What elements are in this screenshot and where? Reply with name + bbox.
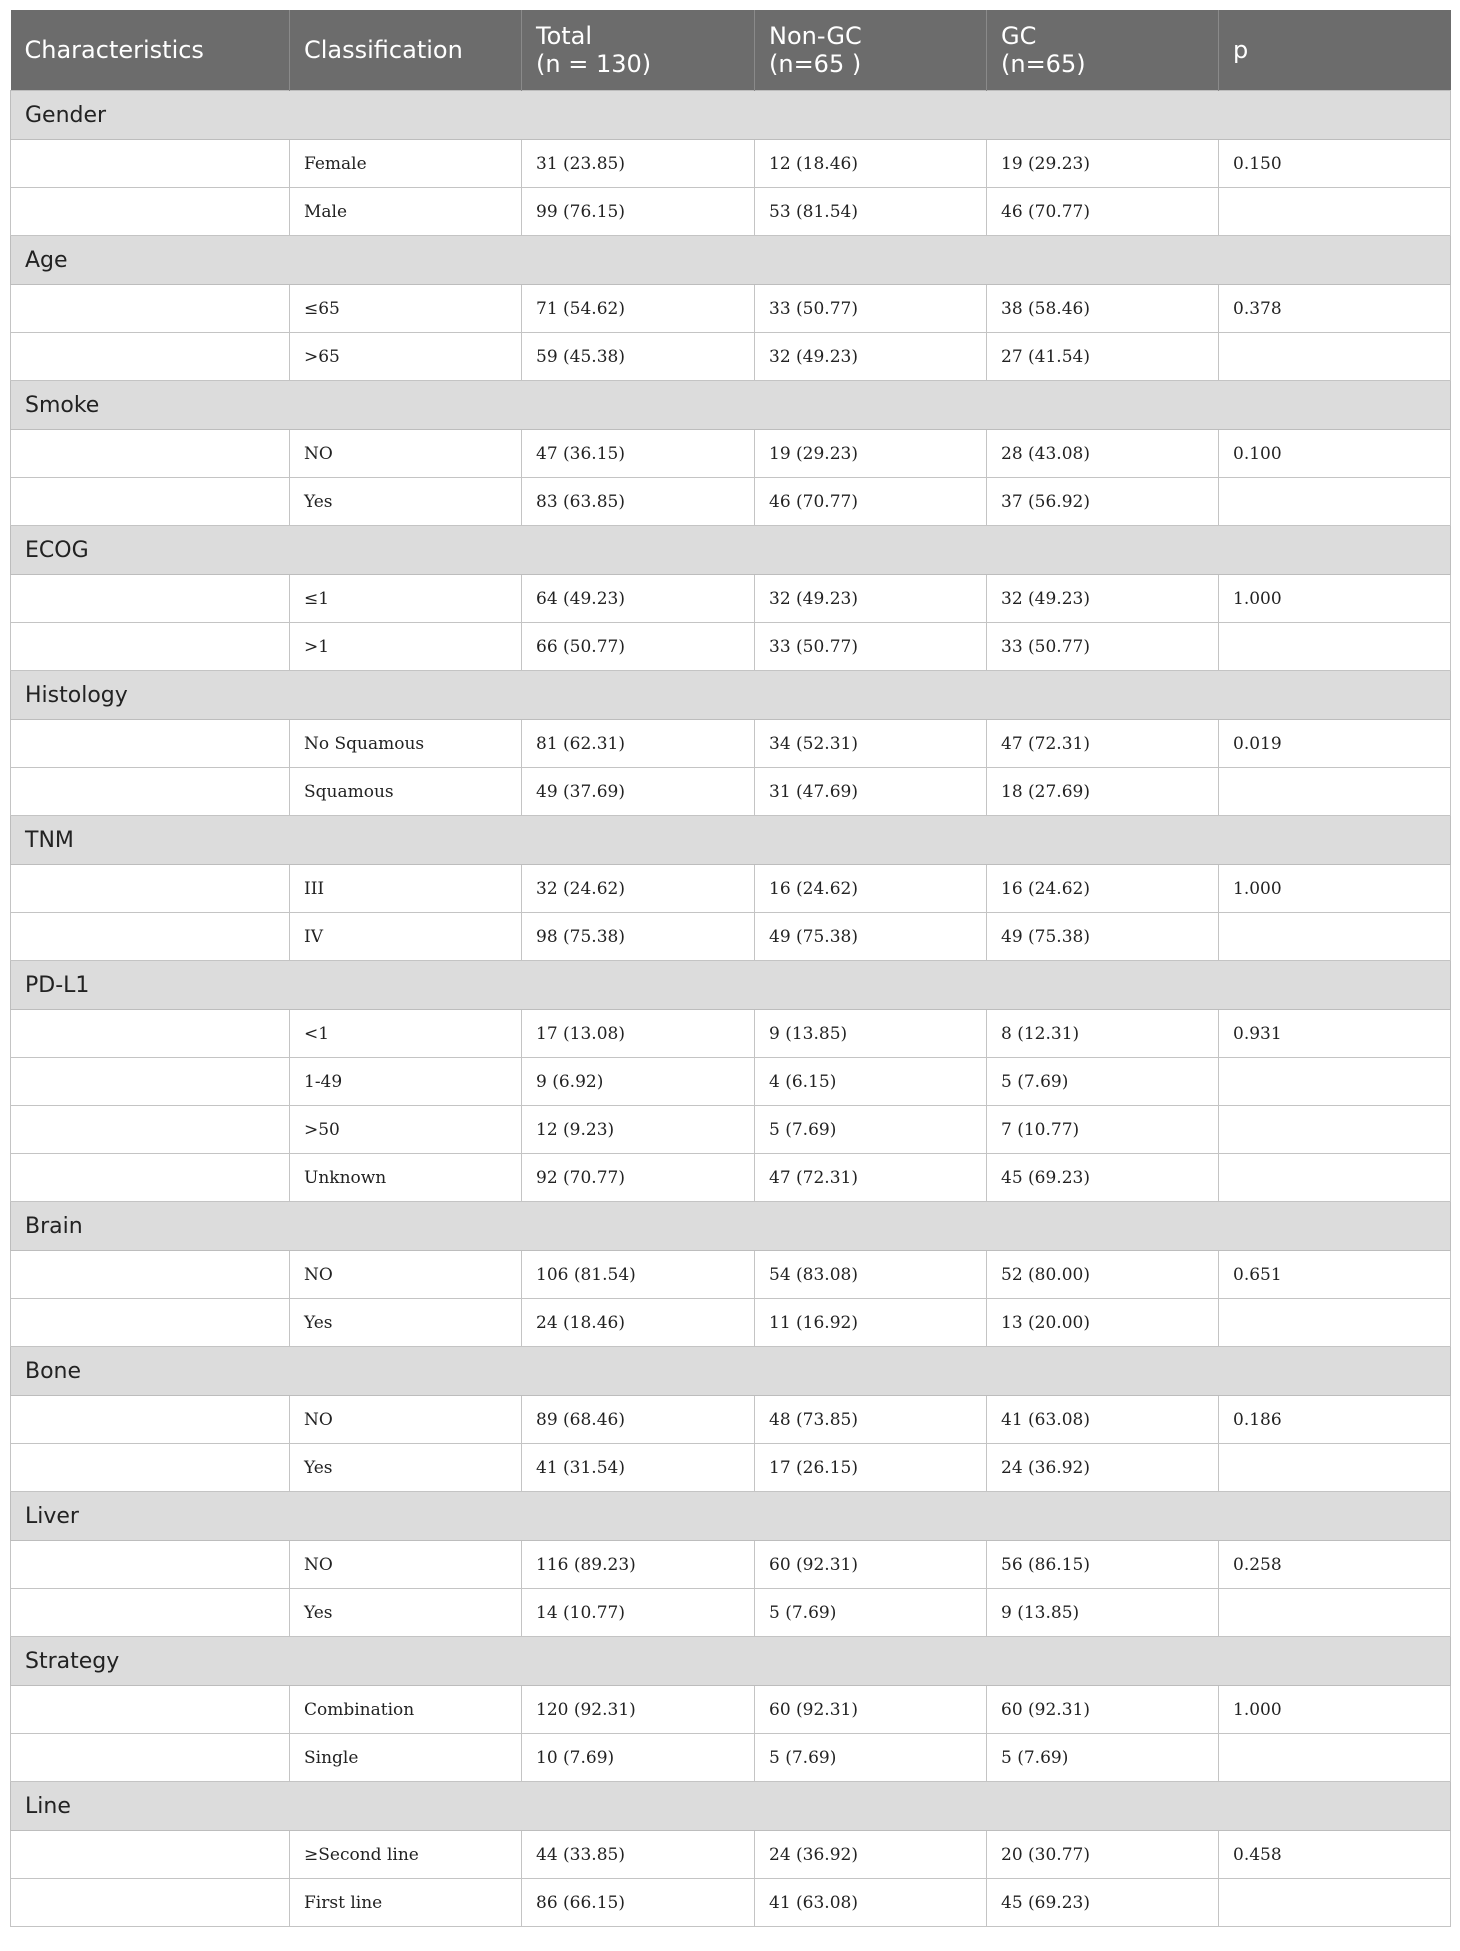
cell-gc: 32 (49.23) bbox=[987, 575, 1219, 623]
cell-gc: 38 (58.46) bbox=[987, 285, 1219, 333]
cell-total: 41 (31.54) bbox=[522, 1444, 755, 1492]
cell-total: 10 (7.69) bbox=[522, 1734, 755, 1782]
cell-cls: ≤65 bbox=[290, 285, 522, 333]
cell-p bbox=[1219, 1444, 1451, 1492]
cell-nongc: 5 (7.69) bbox=[755, 1589, 987, 1637]
cell-total: 9 (6.92) bbox=[522, 1058, 755, 1106]
table-row bbox=[11, 1154, 1451, 1202]
table-row bbox=[11, 1444, 1451, 1492]
cell-total: 24 (18.46) bbox=[522, 1299, 755, 1347]
cell-cls: Yes bbox=[290, 478, 522, 526]
cell-gc: 33 (50.77) bbox=[987, 623, 1219, 671]
cell-cls: III bbox=[290, 865, 522, 913]
cell-p: 1.000 bbox=[1219, 1686, 1451, 1734]
cell-nongc: 5 (7.69) bbox=[755, 1734, 987, 1782]
cell-nongc: 24 (36.92) bbox=[755, 1831, 987, 1879]
group-row bbox=[11, 91, 1451, 140]
characteristic-cell bbox=[11, 913, 290, 961]
cell-cls: 1-49 bbox=[290, 1058, 522, 1106]
group-row bbox=[11, 816, 1451, 865]
group-label: Histology bbox=[11, 671, 1451, 720]
cell-gc: 5 (7.69) bbox=[987, 1058, 1219, 1106]
cell-nongc: 9 (13.85) bbox=[755, 1010, 987, 1058]
cell-cls: NO bbox=[290, 1396, 522, 1444]
characteristic-cell bbox=[11, 140, 290, 188]
cell-p bbox=[1219, 1106, 1451, 1154]
cell-cls: NO bbox=[290, 1251, 522, 1299]
group-label: Gender bbox=[11, 91, 1451, 140]
cell-gc: 28 (43.08) bbox=[987, 430, 1219, 478]
cell-p: 0.150 bbox=[1219, 140, 1451, 188]
cell-nongc: 54 (83.08) bbox=[755, 1251, 987, 1299]
cell-cls: Male bbox=[290, 188, 522, 236]
header-classification: Classification bbox=[290, 10, 522, 91]
cell-cls: No Squamous bbox=[290, 720, 522, 768]
characteristic-cell bbox=[11, 1154, 290, 1202]
cell-total: 98 (75.38) bbox=[522, 913, 755, 961]
group-label: ECOG bbox=[11, 526, 1451, 575]
characteristic-cell bbox=[11, 768, 290, 816]
table-row bbox=[11, 1831, 1451, 1879]
cell-cls: Female bbox=[290, 140, 522, 188]
group-label: PD-L1 bbox=[11, 961, 1451, 1010]
cell-gc: 56 (86.15) bbox=[987, 1541, 1219, 1589]
cell-p bbox=[1219, 623, 1451, 671]
header-total: Total (n = 130) bbox=[522, 10, 755, 91]
cell-cls: ≤1 bbox=[290, 575, 522, 623]
characteristic-cell bbox=[11, 333, 290, 381]
table-row bbox=[11, 1396, 1451, 1444]
group-label: Bone bbox=[11, 1347, 1451, 1396]
cell-nongc: 32 (49.23) bbox=[755, 575, 987, 623]
table-row bbox=[11, 140, 1451, 188]
cell-gc: 13 (20.00) bbox=[987, 1299, 1219, 1347]
cell-gc: 41 (63.08) bbox=[987, 1396, 1219, 1444]
cell-cls: IV bbox=[290, 913, 522, 961]
cell-nongc: 17 (26.15) bbox=[755, 1444, 987, 1492]
table-row bbox=[11, 575, 1451, 623]
table-row bbox=[11, 1058, 1451, 1106]
cell-nongc: 49 (75.38) bbox=[755, 913, 987, 961]
cell-nongc: 47 (72.31) bbox=[755, 1154, 987, 1202]
cell-total: 12 (9.23) bbox=[522, 1106, 755, 1154]
cell-gc: 52 (80.00) bbox=[987, 1251, 1219, 1299]
characteristic-cell bbox=[11, 1251, 290, 1299]
cell-p: 0.458 bbox=[1219, 1831, 1451, 1879]
header-gc: GC (n=65) bbox=[987, 10, 1219, 91]
characteristic-cell bbox=[11, 1879, 290, 1927]
group-row bbox=[11, 236, 1451, 285]
cell-nongc: 34 (52.31) bbox=[755, 720, 987, 768]
header-row bbox=[11, 10, 1451, 91]
cell-p: 1.000 bbox=[1219, 865, 1451, 913]
characteristic-cell bbox=[11, 1396, 290, 1444]
cell-total: 89 (68.46) bbox=[522, 1396, 755, 1444]
table-row bbox=[11, 1589, 1451, 1637]
cell-cls: Yes bbox=[290, 1444, 522, 1492]
table-row bbox=[11, 1106, 1451, 1154]
cell-cls: >65 bbox=[290, 333, 522, 381]
cell-total: 99 (76.15) bbox=[522, 188, 755, 236]
characteristic-cell bbox=[11, 1058, 290, 1106]
group-row bbox=[11, 1637, 1451, 1686]
cell-gc: 16 (24.62) bbox=[987, 865, 1219, 913]
cell-cls: NO bbox=[290, 430, 522, 478]
cell-p: 0.258 bbox=[1219, 1541, 1451, 1589]
table-row bbox=[11, 1541, 1451, 1589]
characteristic-cell bbox=[11, 1734, 290, 1782]
group-row bbox=[11, 961, 1451, 1010]
cell-cls: >50 bbox=[290, 1106, 522, 1154]
cell-cls: ≥Second line bbox=[290, 1831, 522, 1879]
group-row bbox=[11, 381, 1451, 430]
table-row bbox=[11, 623, 1451, 671]
cell-p bbox=[1219, 1589, 1451, 1637]
cell-gc: 19 (29.23) bbox=[987, 140, 1219, 188]
cell-total: 120 (92.31) bbox=[522, 1686, 755, 1734]
cell-total: 81 (62.31) bbox=[522, 720, 755, 768]
header-non-gc: Non-GC (n=65 ) bbox=[755, 10, 987, 91]
characteristic-cell bbox=[11, 1106, 290, 1154]
characteristic-cell bbox=[11, 1686, 290, 1734]
cell-nongc: 48 (73.85) bbox=[755, 1396, 987, 1444]
cell-p: 0.651 bbox=[1219, 1251, 1451, 1299]
characteristic-cell bbox=[11, 1541, 290, 1589]
cell-cls: Squamous bbox=[290, 768, 522, 816]
cell-total: 83 (63.85) bbox=[522, 478, 755, 526]
cell-nongc: 46 (70.77) bbox=[755, 478, 987, 526]
cell-nongc: 11 (16.92) bbox=[755, 1299, 987, 1347]
cell-total: 116 (89.23) bbox=[522, 1541, 755, 1589]
cell-nongc: 60 (92.31) bbox=[755, 1541, 987, 1589]
cell-total: 106 (81.54) bbox=[522, 1251, 755, 1299]
table-row bbox=[11, 478, 1451, 526]
cell-p bbox=[1219, 1299, 1451, 1347]
cell-p bbox=[1219, 333, 1451, 381]
cell-gc: 45 (69.23) bbox=[987, 1879, 1219, 1927]
cell-gc: 18 (27.69) bbox=[987, 768, 1219, 816]
cell-gc: 20 (30.77) bbox=[987, 1831, 1219, 1879]
group-label: Liver bbox=[11, 1492, 1451, 1541]
cell-nongc: 33 (50.77) bbox=[755, 623, 987, 671]
table-row bbox=[11, 188, 1451, 236]
cell-nongc: 53 (81.54) bbox=[755, 188, 987, 236]
cell-nongc: 31 (47.69) bbox=[755, 768, 987, 816]
cell-gc: 5 (7.69) bbox=[987, 1734, 1219, 1782]
group-row bbox=[11, 1492, 1451, 1541]
group-label: Line bbox=[11, 1782, 1451, 1831]
group-label: Brain bbox=[11, 1202, 1451, 1251]
group-row bbox=[11, 1782, 1451, 1831]
table-row bbox=[11, 285, 1451, 333]
cell-nongc: 4 (6.15) bbox=[755, 1058, 987, 1106]
cell-total: 32 (24.62) bbox=[522, 865, 755, 913]
cell-p bbox=[1219, 1734, 1451, 1782]
table-row bbox=[11, 913, 1451, 961]
characteristic-cell bbox=[11, 575, 290, 623]
cell-p bbox=[1219, 1154, 1451, 1202]
cell-total: 92 (70.77) bbox=[522, 1154, 755, 1202]
cell-cls: Yes bbox=[290, 1589, 522, 1637]
characteristic-cell bbox=[11, 478, 290, 526]
cell-gc: 47 (72.31) bbox=[987, 720, 1219, 768]
cell-total: 86 (66.15) bbox=[522, 1879, 755, 1927]
characteristic-cell bbox=[11, 623, 290, 671]
group-label: Smoke bbox=[11, 381, 1451, 430]
characteristic-cell bbox=[11, 1299, 290, 1347]
cell-total: 14 (10.77) bbox=[522, 1589, 755, 1637]
cell-nongc: 32 (49.23) bbox=[755, 333, 987, 381]
group-label: Age bbox=[11, 236, 1451, 285]
cell-p: 0.100 bbox=[1219, 430, 1451, 478]
cell-gc: 46 (70.77) bbox=[987, 188, 1219, 236]
table-row bbox=[11, 1010, 1451, 1058]
cell-nongc: 12 (18.46) bbox=[755, 140, 987, 188]
group-row bbox=[11, 526, 1451, 575]
cell-nongc: 33 (50.77) bbox=[755, 285, 987, 333]
cell-p bbox=[1219, 913, 1451, 961]
cell-nongc: 60 (92.31) bbox=[755, 1686, 987, 1734]
cell-cls: <1 bbox=[290, 1010, 522, 1058]
cell-p bbox=[1219, 188, 1451, 236]
cell-p bbox=[1219, 768, 1451, 816]
header-characteristics: Characteristics bbox=[11, 10, 290, 91]
cell-p bbox=[1219, 1879, 1451, 1927]
table-row bbox=[11, 865, 1451, 913]
cell-total: 71 (54.62) bbox=[522, 285, 755, 333]
table-container bbox=[10, 10, 1450, 1927]
group-label: Strategy bbox=[11, 1637, 1451, 1686]
cell-cls: >1 bbox=[290, 623, 522, 671]
characteristic-cell bbox=[11, 1589, 290, 1637]
table-row bbox=[11, 333, 1451, 381]
cell-gc: 7 (10.77) bbox=[987, 1106, 1219, 1154]
cell-cls: Combination bbox=[290, 1686, 522, 1734]
group-row bbox=[11, 1202, 1451, 1251]
cell-total: 66 (50.77) bbox=[522, 623, 755, 671]
cell-cls: First line bbox=[290, 1879, 522, 1927]
characteristic-cell bbox=[11, 285, 290, 333]
characteristic-cell bbox=[11, 430, 290, 478]
table-row bbox=[11, 768, 1451, 816]
group-label: TNM bbox=[11, 816, 1451, 865]
characteristic-cell bbox=[11, 1010, 290, 1058]
cell-p: 0.931 bbox=[1219, 1010, 1451, 1058]
cell-gc: 49 (75.38) bbox=[987, 913, 1219, 961]
table-row bbox=[11, 1734, 1451, 1782]
characteristic-cell bbox=[11, 1831, 290, 1879]
cell-p bbox=[1219, 478, 1451, 526]
characteristic-cell bbox=[11, 188, 290, 236]
cell-nongc: 5 (7.69) bbox=[755, 1106, 987, 1154]
table-body bbox=[11, 91, 1451, 1927]
cell-nongc: 41 (63.08) bbox=[755, 1879, 987, 1927]
cell-cls: Unknown bbox=[290, 1154, 522, 1202]
cell-p: 0.186 bbox=[1219, 1396, 1451, 1444]
cell-cls: NO bbox=[290, 1541, 522, 1589]
cell-total: 59 (45.38) bbox=[522, 333, 755, 381]
cell-total: 44 (33.85) bbox=[522, 1831, 755, 1879]
cell-cls: Yes bbox=[290, 1299, 522, 1347]
cell-total: 17 (13.08) bbox=[522, 1010, 755, 1058]
cell-cls: Single bbox=[290, 1734, 522, 1782]
cell-total: 64 (49.23) bbox=[522, 575, 755, 623]
table-row bbox=[11, 1879, 1451, 1927]
characteristics-table bbox=[10, 10, 1451, 1927]
characteristic-cell bbox=[11, 1444, 290, 1492]
cell-gc: 27 (41.54) bbox=[987, 333, 1219, 381]
table-row bbox=[11, 1686, 1451, 1734]
table-row bbox=[11, 1251, 1451, 1299]
table-row bbox=[11, 430, 1451, 478]
characteristic-cell bbox=[11, 720, 290, 768]
cell-gc: 9 (13.85) bbox=[987, 1589, 1219, 1637]
cell-gc: 60 (92.31) bbox=[987, 1686, 1219, 1734]
cell-p: 0.019 bbox=[1219, 720, 1451, 768]
cell-gc: 45 (69.23) bbox=[987, 1154, 1219, 1202]
cell-total: 49 (37.69) bbox=[522, 768, 755, 816]
cell-total: 31 (23.85) bbox=[522, 140, 755, 188]
table-row bbox=[11, 1299, 1451, 1347]
header-p: p bbox=[1219, 10, 1451, 91]
table-row bbox=[11, 720, 1451, 768]
cell-gc: 37 (56.92) bbox=[987, 478, 1219, 526]
characteristic-cell bbox=[11, 865, 290, 913]
group-row bbox=[11, 671, 1451, 720]
group-row bbox=[11, 1347, 1451, 1396]
cell-p: 0.378 bbox=[1219, 285, 1451, 333]
cell-total: 47 (36.15) bbox=[522, 430, 755, 478]
cell-nongc: 16 (24.62) bbox=[755, 865, 987, 913]
cell-nongc: 19 (29.23) bbox=[755, 430, 987, 478]
cell-p: 1.000 bbox=[1219, 575, 1451, 623]
cell-gc: 8 (12.31) bbox=[987, 1010, 1219, 1058]
cell-gc: 24 (36.92) bbox=[987, 1444, 1219, 1492]
cell-p bbox=[1219, 1058, 1451, 1106]
